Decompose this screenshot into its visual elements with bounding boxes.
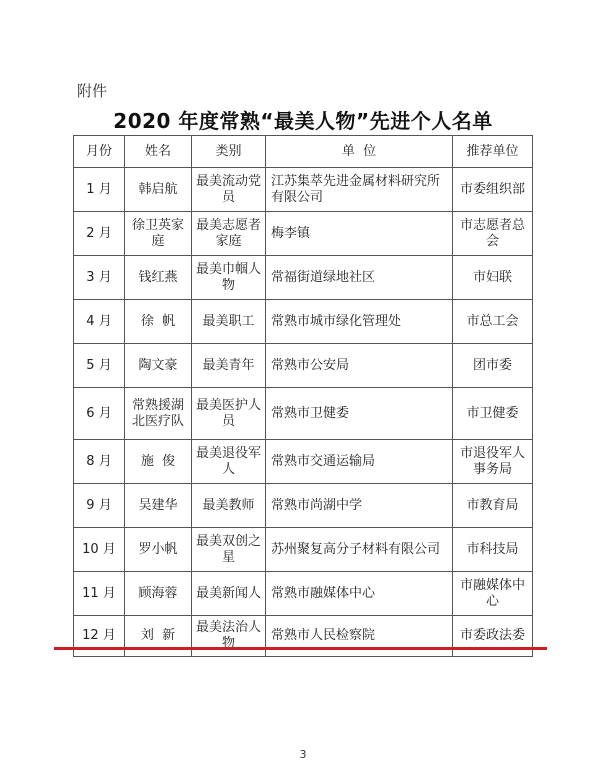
table-row	[74, 388, 533, 440]
cell-recommender: 市妇联	[453, 256, 533, 300]
cell-category: 最美法治人物	[192, 616, 266, 657]
table-row	[74, 440, 533, 484]
table-row	[74, 168, 533, 212]
cell-category: 最美新闻人	[192, 572, 266, 616]
cell-name: 罗小帆	[125, 528, 192, 572]
table-row	[74, 256, 533, 300]
cell-name: 徐 帆	[125, 300, 192, 344]
red-divider-line	[54, 647, 547, 650]
cell-name: 施 俊	[125, 440, 192, 484]
cell-month: 9 月	[74, 484, 125, 528]
table-row	[74, 528, 533, 572]
table-header-row	[74, 136, 533, 168]
table-row	[74, 572, 533, 616]
cell-name: 徐卫英家庭	[125, 212, 192, 256]
table-row	[74, 484, 533, 528]
cell-name: 韩启航	[125, 168, 192, 212]
cell-name: 钱红燕	[125, 256, 192, 300]
header-recommender: 推荐单位	[453, 136, 533, 168]
cell-category: 最美双创之星	[192, 528, 266, 572]
cell-month: 4 月	[74, 300, 125, 344]
cell-recommender: 市总工会	[453, 300, 533, 344]
table-row	[74, 300, 533, 344]
cell-unit: 常熟市人民检察院	[266, 616, 453, 657]
cell-unit: 常福街道绿地社区	[266, 256, 453, 300]
cell-name: 陶文豪	[125, 344, 192, 388]
cell-unit: 常熟市尚湖中学	[266, 484, 453, 528]
cell-category: 最美职工	[192, 300, 266, 344]
cell-recommender: 市委政法委	[453, 616, 533, 657]
cell-category: 最美流动党员	[192, 168, 266, 212]
cell-name: 吴建华	[125, 484, 192, 528]
page-number: 3	[299, 748, 307, 761]
cell-unit: 梅李镇	[266, 212, 453, 256]
cell-category: 最美志愿者家庭	[192, 212, 266, 256]
cell-unit: 常熟市融媒体中心	[266, 572, 453, 616]
cell-unit: 常熟市卫健委	[266, 388, 453, 440]
cell-recommender: 市志愿者总会	[453, 212, 533, 256]
cell-unit: 苏州聚复高分子材料有限公司	[266, 528, 453, 572]
cell-category: 最美医护人员	[192, 388, 266, 440]
cell-recommender: 市卫健委	[453, 388, 533, 440]
table-row	[74, 344, 533, 388]
cell-unit: 常熟市公安局	[266, 344, 453, 388]
header-unit: 单 位	[266, 136, 453, 168]
cell-month: 10 月	[74, 528, 125, 572]
cell-month: 6 月	[74, 388, 125, 440]
cell-month: 11 月	[74, 572, 125, 616]
header-month: 月份	[74, 136, 125, 168]
cell-category: 最美巾帼人物	[192, 256, 266, 300]
awardee-table	[73, 135, 533, 657]
cell-category: 最美教师	[192, 484, 266, 528]
table-row	[74, 616, 533, 657]
cell-month: 1 月	[74, 168, 125, 212]
attachment-label: 附件	[77, 82, 108, 100]
cell-name: 顾海蓉	[125, 572, 192, 616]
cell-recommender: 市退役军人事务局	[453, 440, 533, 484]
cell-month: 12 月	[74, 616, 125, 657]
cell-month: 2 月	[74, 212, 125, 256]
table-row	[74, 212, 533, 256]
cell-category: 最美退役军人	[192, 440, 266, 484]
document-title: 2020 年度常熟“最美人物”先进个人名单	[113, 109, 493, 133]
cell-name: 常熟援湖北医疗队	[125, 388, 192, 440]
cell-month: 8 月	[74, 440, 125, 484]
cell-recommender: 市融媒体中心	[453, 572, 533, 616]
cell-month: 3 月	[74, 256, 125, 300]
cell-unit: 常熟市交通运输局	[266, 440, 453, 484]
cell-month: 5 月	[74, 344, 125, 388]
cell-recommender: 团市委	[453, 344, 533, 388]
cell-category: 最美青年	[192, 344, 266, 388]
cell-recommender: 市科技局	[453, 528, 533, 572]
cell-recommender: 市委组织部	[453, 168, 533, 212]
cell-unit: 常熟市城市绿化管理处	[266, 300, 453, 344]
header-name: 姓名	[125, 136, 192, 168]
cell-recommender: 市教育局	[453, 484, 533, 528]
header-category: 类别	[192, 136, 266, 168]
cell-unit: 江苏集萃先进金属材料研究所有限公司	[266, 168, 453, 212]
cell-name: 刘 新	[125, 616, 192, 657]
